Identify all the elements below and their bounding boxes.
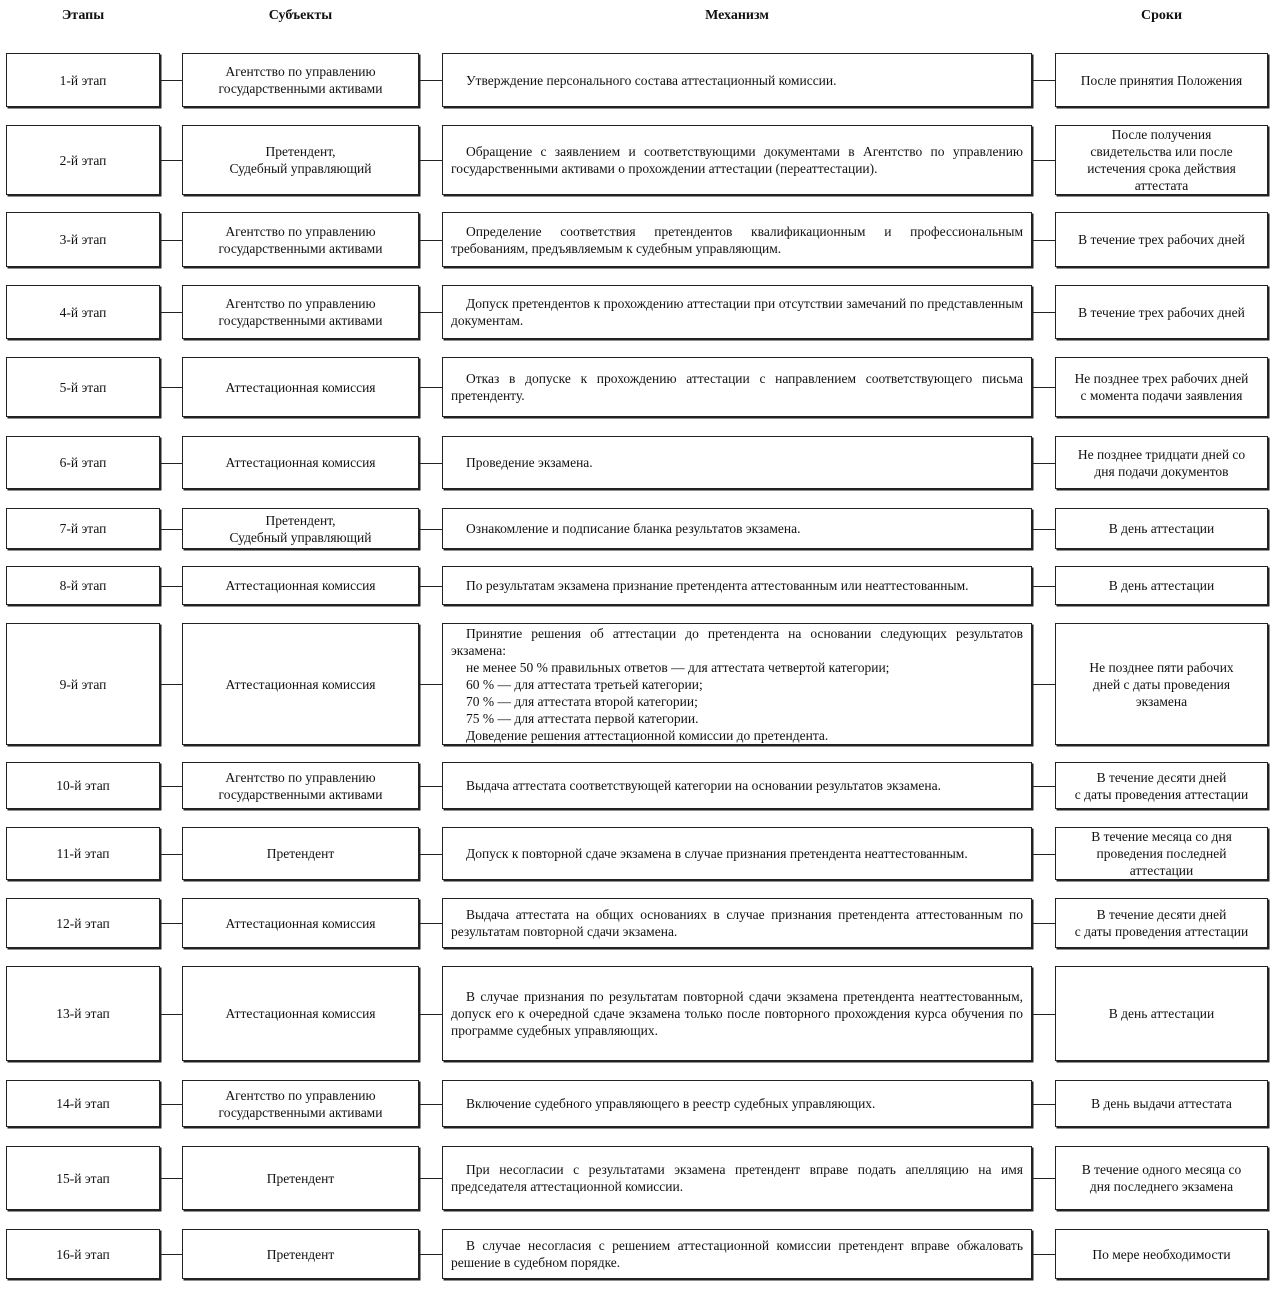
connector-line	[160, 387, 182, 388]
deadline-label: Не позднее пяти рабочих дней с даты проведения экзамена	[1089, 659, 1234, 709]
mechanism-box	[442, 285, 1032, 339]
mechanism-box	[442, 212, 1032, 267]
subject-box	[182, 53, 419, 107]
subject-label: Агентство по управлению государственными активами	[218, 1087, 383, 1120]
deadline-label: Не позднее трех рабочих дней с момента подачи заявления	[1074, 371, 1249, 403]
deadline-box	[1055, 53, 1268, 107]
subject-label: Аттестационная комиссия	[225, 379, 376, 395]
subject-box	[182, 357, 419, 417]
deadline-label: В течение десяти дней с даты проведения аттестации	[1074, 907, 1249, 939]
subject-label: Претендент	[266, 1170, 335, 1186]
mechanism-text: Допуск к повторной сдаче экзамена в случае признания претендента неаттестованным.	[466, 846, 968, 861]
connector-line	[160, 1178, 182, 1179]
mechanism-text: Включение судебного управляющего в реестр судебных управляющих.	[466, 1096, 876, 1111]
connector-line	[160, 684, 182, 685]
stage-box	[6, 966, 160, 1061]
connector-line	[1032, 1178, 1055, 1179]
subject-label: Претендент	[266, 846, 335, 861]
stage-label: 12-й этап	[56, 915, 110, 931]
mechanism-box	[442, 1229, 1032, 1279]
connector-line	[1032, 1014, 1055, 1015]
stage-label: 11-й этап	[56, 846, 110, 861]
stage-box	[6, 212, 160, 267]
connector-line	[419, 1254, 442, 1255]
connector-line	[1032, 1104, 1055, 1105]
deadline-box	[1055, 285, 1268, 339]
mechanism-text: Утверждение персонального состава аттестационный комиссии.	[466, 72, 837, 88]
subject-box	[182, 436, 419, 489]
header-subjects: Субъекты	[268, 8, 333, 23]
deadline-label: В течение трех рабочих дней	[1078, 232, 1245, 247]
deadline-label: Не позднее тридцати дней со дня подачи документов	[1077, 446, 1246, 479]
subject-box	[182, 827, 419, 880]
deadline-label: По мере необходимости	[1092, 1246, 1231, 1262]
mechanism-text: Выдача аттестата на общих основаниях в случае признания претендента аттестованным по результатам повторной сдачи экзамена.	[451, 907, 1023, 939]
subject-box	[182, 212, 419, 267]
connector-line	[1032, 160, 1055, 161]
header-stages: Этапы	[61, 8, 105, 23]
deadline-box	[1055, 566, 1268, 605]
mechanism-text: Отказ в допуске к прохождению аттестации с направлением соответствующего письма претенденту.	[451, 371, 1023, 403]
connector-line	[419, 529, 442, 530]
connector-line	[160, 1104, 182, 1105]
mechanism-box	[442, 508, 1032, 549]
subject-box	[182, 1080, 419, 1127]
stage-label: 2-й этап	[59, 152, 107, 168]
mechanism-text: В случае несогласия с решением аттестационной комиссии претендент вправе обжаловать решение в судебном порядке.	[451, 1238, 1023, 1270]
mechanism-box	[442, 623, 1032, 745]
stage-label: 14-й этап	[56, 1096, 110, 1111]
subject-label: Агентство по управлению государственными активами	[218, 769, 383, 802]
stage-box	[6, 1146, 160, 1210]
deadline-box	[1055, 898, 1268, 948]
deadline-box	[1055, 212, 1268, 267]
stage-box	[6, 898, 160, 948]
subject-box	[182, 508, 419, 549]
subject-label: Аттестационная комиссия	[225, 455, 376, 470]
stage-box	[6, 827, 160, 880]
mechanism-text: Ознакомление и подписание бланка результатов экзамена.	[466, 521, 801, 536]
mechanism-text: Выдача аттестата соответствующей категории на основании результатов экзамена.	[466, 778, 941, 793]
header-mechanism: Механизм	[705, 8, 769, 23]
mechanism-text: Определение соответствия претендентов квалификационным и профессиональным требованиям, предъявляемым к судебным управляющим.	[451, 223, 1023, 256]
stage-label: 7-й этап	[59, 521, 107, 536]
connector-line	[160, 1254, 182, 1255]
mechanism-text: 60 % — для аттестата третьей категории;	[466, 676, 703, 692]
mechanism-text: По результатам экзамена признание претендента аттестованным или неаттестованным.	[466, 578, 969, 593]
stage-label: 4-й этап	[59, 304, 107, 320]
connector-line	[1032, 586, 1055, 587]
deadline-box	[1055, 357, 1268, 417]
mechanism-text: Обращение с заявлением и соответствующими документами в Агентство по управлению государственными активами о прохождении аттестации (переаттестации).	[451, 144, 1023, 176]
mechanism-text: Доведение решения аттестационной комиссии до претендента.	[466, 727, 829, 743]
mechanism-box	[442, 966, 1032, 1061]
subject-box	[182, 1229, 419, 1279]
deadline-box	[1055, 125, 1268, 195]
deadline-label: В день аттестации	[1108, 1006, 1215, 1021]
connector-line	[1032, 529, 1055, 530]
connector-line	[419, 312, 442, 313]
stage-label: 15-й этап	[56, 1170, 110, 1186]
deadline-box	[1055, 508, 1268, 549]
connector-line	[1032, 1254, 1055, 1255]
connector-line	[419, 586, 442, 587]
connector-line	[419, 160, 442, 161]
stage-box	[6, 436, 160, 489]
deadline-label: В течение месяца со дня проведения последней аттестации	[1091, 829, 1232, 878]
deadline-label: В течение десяти дней с даты проведения аттестации	[1074, 769, 1249, 802]
deadline-label: В день аттестации	[1108, 521, 1215, 536]
stage-box	[6, 357, 160, 417]
mechanism-box	[442, 898, 1032, 948]
connector-line	[1032, 80, 1055, 81]
connector-line	[160, 160, 182, 161]
mechanism-box	[442, 357, 1032, 417]
connector-line	[160, 1014, 182, 1015]
connector-line	[419, 463, 442, 464]
subject-label: Агентство по управлению государственными активами	[218, 64, 383, 96]
subject-label: Агентство по управлению государственными активами	[218, 223, 383, 256]
stage-label: 13-й этап	[56, 1006, 110, 1021]
stage-box	[6, 285, 160, 339]
stage-box	[6, 125, 160, 195]
stage-label: 1-й этап	[59, 72, 107, 88]
deadline-box	[1055, 827, 1268, 880]
stage-label: 16-й этап	[56, 1246, 110, 1262]
mechanism-box	[442, 1080, 1032, 1127]
mechanism-box	[442, 125, 1032, 195]
connector-line	[419, 854, 442, 855]
mechanism-text: При несогласии с результатами экзамена претендент вправе подать апелляцию на имя председателя аттестационной комиссии.	[451, 1162, 1023, 1194]
connector-line	[1032, 387, 1055, 388]
connector-line	[419, 1014, 442, 1015]
subject-label: Аттестационная комиссия	[225, 676, 376, 692]
connector-line	[419, 1178, 442, 1179]
stage-label: 10-й этап	[56, 778, 110, 793]
deadline-box	[1055, 1229, 1268, 1279]
stage-box	[6, 762, 160, 809]
deadline-box	[1055, 623, 1268, 745]
connector-line	[160, 854, 182, 855]
subject-label: Аттестационная комиссия	[225, 915, 376, 931]
subject-box	[182, 762, 419, 809]
deadline-label: В день аттестации	[1108, 578, 1215, 593]
connector-line	[1032, 463, 1055, 464]
subject-box	[182, 125, 419, 195]
connector-line	[419, 786, 442, 787]
connector-line	[160, 586, 182, 587]
deadline-box	[1055, 966, 1268, 1061]
deadline-label: В течение одного месяца со дня последнего экзамена	[1081, 1162, 1242, 1194]
connector-line	[1032, 684, 1055, 685]
stage-box	[6, 1080, 160, 1127]
connector-line	[160, 312, 182, 313]
header-deadlines: Сроки	[1140, 8, 1183, 23]
stage-label: 6-й этап	[59, 455, 107, 470]
connector-line	[1032, 923, 1055, 924]
deadline-box	[1055, 436, 1268, 489]
stage-label: 9-й этап	[59, 676, 107, 692]
deadline-box	[1055, 1080, 1268, 1127]
mechanism-box	[442, 53, 1032, 107]
stage-label: 8-й этап	[59, 578, 107, 593]
connector-line	[419, 1104, 442, 1105]
mechanism-text: 70 % — для аттестата второй категории;	[466, 693, 698, 709]
subject-label: Аттестационная комиссия	[225, 1006, 376, 1021]
mechanism-text: не менее 50 % правильных ответов — для аттестата четвертой категории;	[466, 659, 890, 675]
mechanism-box	[442, 436, 1032, 489]
mechanism-box	[442, 1146, 1032, 1210]
stage-box	[6, 1229, 160, 1279]
stage-box	[6, 566, 160, 605]
connector-line	[160, 80, 182, 81]
subject-label: Аттестационная комиссия	[225, 578, 376, 593]
connector-line	[419, 684, 442, 685]
deadline-box	[1055, 1146, 1268, 1210]
subject-box	[182, 566, 419, 605]
mechanism-box	[442, 566, 1032, 605]
mechanism-box	[442, 762, 1032, 809]
stage-label: 5-й этап	[59, 379, 107, 395]
deadline-box	[1055, 762, 1268, 809]
mechanism-box	[442, 827, 1032, 880]
subject-label: Претендент	[266, 1246, 335, 1262]
connector-line	[419, 387, 442, 388]
connector-line	[1032, 786, 1055, 787]
subject-box	[182, 966, 419, 1061]
mechanism-text: 75 % — для аттестата первой категории.	[466, 710, 699, 726]
subject-box	[182, 898, 419, 948]
deadline-label: После принятия Положения	[1080, 72, 1243, 88]
subject-label: Претендент, Судебный управляющий	[229, 144, 372, 176]
mechanism-text: Проведение экзамена.	[466, 455, 593, 470]
mechanism-text: В случае признания по результатам повторной сдачи экзамена претендента неаттестованным, допуск его к очередной сдаче экзамена только после повторного прохождения курса обучения по программе судебных управляющих.	[451, 989, 1023, 1038]
subject-box	[182, 1146, 419, 1210]
connector-line	[419, 240, 442, 241]
deadline-label: В течение трех рабочих дней	[1078, 304, 1245, 320]
connector-line	[160, 923, 182, 924]
mechanism-text: Допуск претендентов к прохождению аттестации при отсутствии замечаний по представленным документам.	[451, 296, 1023, 328]
stage-label: 3-й этап	[59, 232, 107, 247]
connector-line	[160, 786, 182, 787]
connector-line	[160, 240, 182, 241]
subject-box	[182, 285, 419, 339]
connector-line	[160, 463, 182, 464]
stage-box	[6, 53, 160, 107]
subject-box	[182, 623, 419, 745]
stage-box	[6, 623, 160, 745]
subject-label: Претендент, Судебный управляющий	[229, 512, 372, 545]
connector-line	[419, 923, 442, 924]
connector-line	[1032, 240, 1055, 241]
deadline-label: После получения свидетельства или после истечения срока действия аттестата	[1087, 127, 1236, 193]
stage-box	[6, 508, 160, 549]
mechanism-text: Принятие решения об аттестации до претендента на основании следующих результатов экзамена:	[451, 625, 1023, 658]
connector-line	[419, 80, 442, 81]
deadline-label: В день выдачи аттестата	[1091, 1096, 1232, 1111]
connector-line	[1032, 854, 1055, 855]
connector-line	[1032, 312, 1055, 313]
subject-label: Агентство по управлению государственными активами	[218, 296, 383, 328]
connector-line	[160, 529, 182, 530]
